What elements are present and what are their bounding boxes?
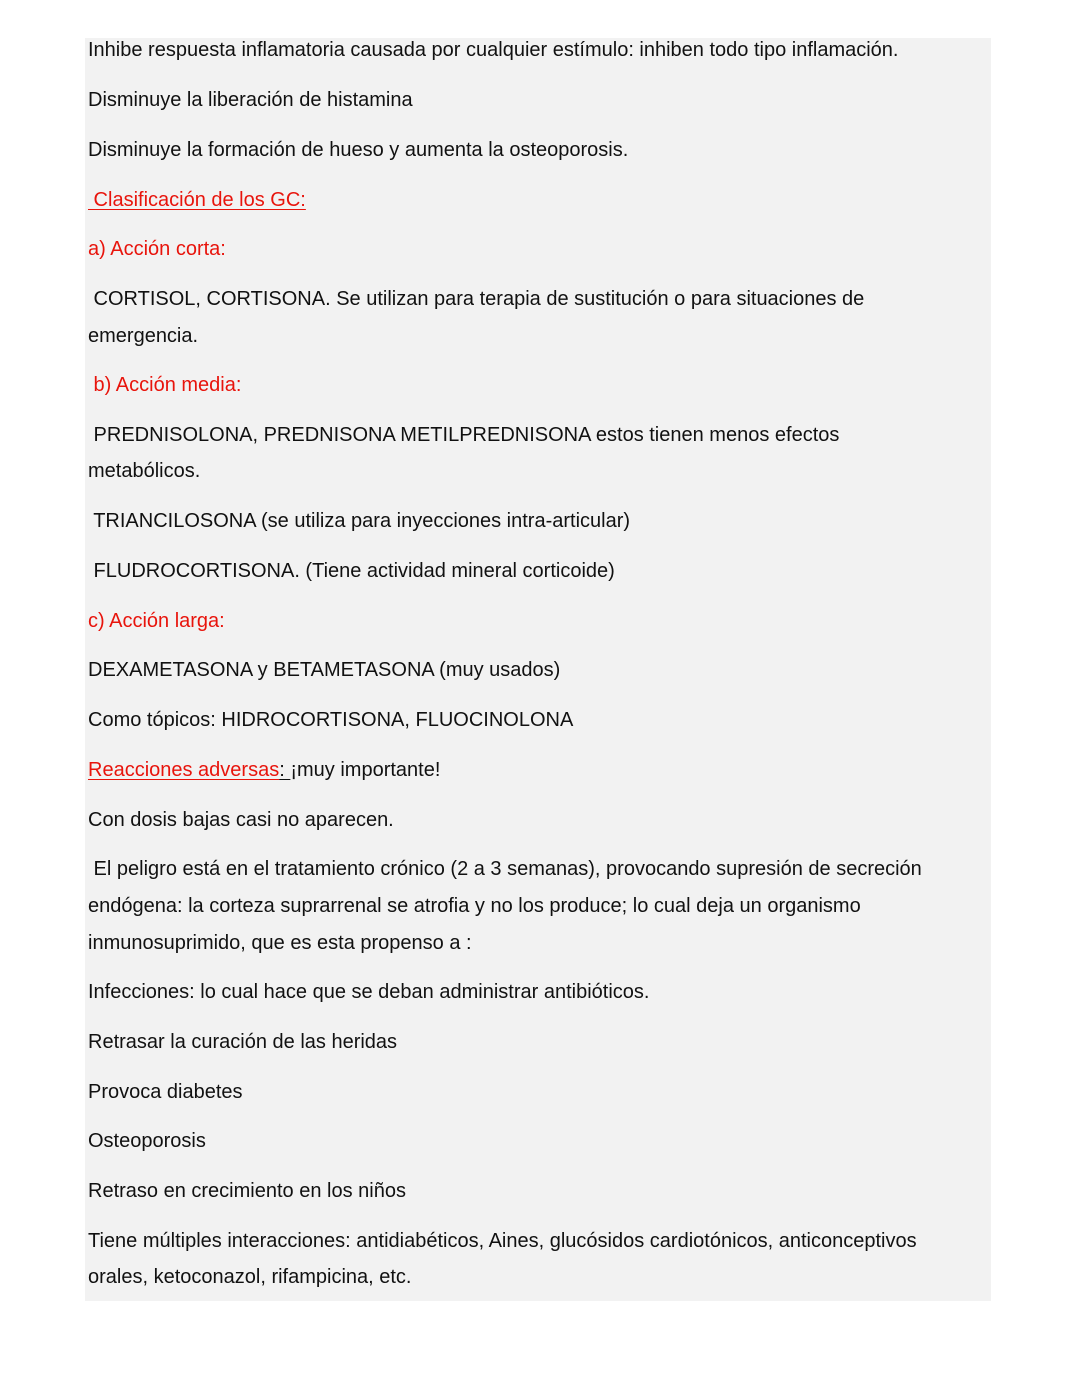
adverse-reactions-label: Reacciones adversas xyxy=(88,759,280,781)
text-line-osteoporosis: Osteoporosis xyxy=(88,1130,206,1152)
text-line-immunosuppressed: inmunosuprimido, que es esta propenso a : xyxy=(88,932,472,954)
text-line-emergency: emergencia. xyxy=(88,325,199,347)
heading-classification: Clasificación de los GC: xyxy=(88,189,306,211)
text-line-topicals: Como tópicos: HIDROCORTISONA, FLUOCINOLONA xyxy=(88,709,574,731)
adverse-reactions-colon: : xyxy=(279,759,291,781)
text-line-growth: Retraso en crecimiento en los niños xyxy=(88,1180,406,1202)
heading-adverse-reactions xyxy=(88,752,440,788)
text-line-endogenous: endógena: la corteza suprarrenal se atrofia y no los produce; lo cual deja un organismo xyxy=(88,895,861,917)
text-line-danger: El peligro está en el tratamiento crónico (2 a 3 semanas), provocando supresión de secreción xyxy=(88,858,922,880)
text-line-interactions-cont: orales, ketoconazol, rifampicina, etc. xyxy=(88,1266,412,1288)
text-line-dexametasona: DEXAMETASONA y BETAMETASONA (muy usados) xyxy=(88,659,561,681)
text-line-low-doses: Con dosis bajas casi no aparecen. xyxy=(88,809,394,831)
text-line-bone: Disminuye la formación de hueso y aumenta la osteoporosis. xyxy=(88,139,629,161)
text-line-histamine: Disminuye la liberación de histamina xyxy=(88,89,413,111)
text-line-inflammation: Inhibe respuesta inflamatoria causada por cualquier estímulo: inhiben todo tipo inflamación. xyxy=(88,39,899,61)
text-line-triancilosona: TRIANCILOSONA (se utiliza para inyecciones intra-articular) xyxy=(88,510,631,532)
text-line-prednisolona: PREDNISOLONA, PREDNISONA METILPREDNISONA estos tienen menos efectos xyxy=(88,424,840,446)
subheading-long-action: c) Acción larga: xyxy=(88,610,225,632)
text-line-interactions: Tiene múltiples interacciones: antidiabéticos, Aines, glucósidos cardiotónicos, anticonceptivos xyxy=(88,1230,917,1252)
subheading-medium-action: b) Acción media: xyxy=(88,374,242,396)
text-line-infections: Infecciones: lo cual hace que se deban administrar antibióticos. xyxy=(88,981,650,1003)
text-line-fludrocortisona: FLUDROCORTISONA. (Tiene actividad mineral corticoide) xyxy=(88,560,615,582)
text-line-wounds: Retrasar la curación de las heridas xyxy=(88,1031,398,1053)
text-line-cortisol: CORTISOL, CORTISONA. Se utilizan para terapia de sustitución o para situaciones de xyxy=(88,288,865,310)
subheading-short-action: a) Acción corta: xyxy=(88,238,226,260)
text-line-metabolic: metabólicos. xyxy=(88,460,201,482)
adverse-reactions-note: ¡muy importante! xyxy=(290,759,441,781)
text-line-diabetes: Provoca diabetes xyxy=(88,1081,243,1103)
